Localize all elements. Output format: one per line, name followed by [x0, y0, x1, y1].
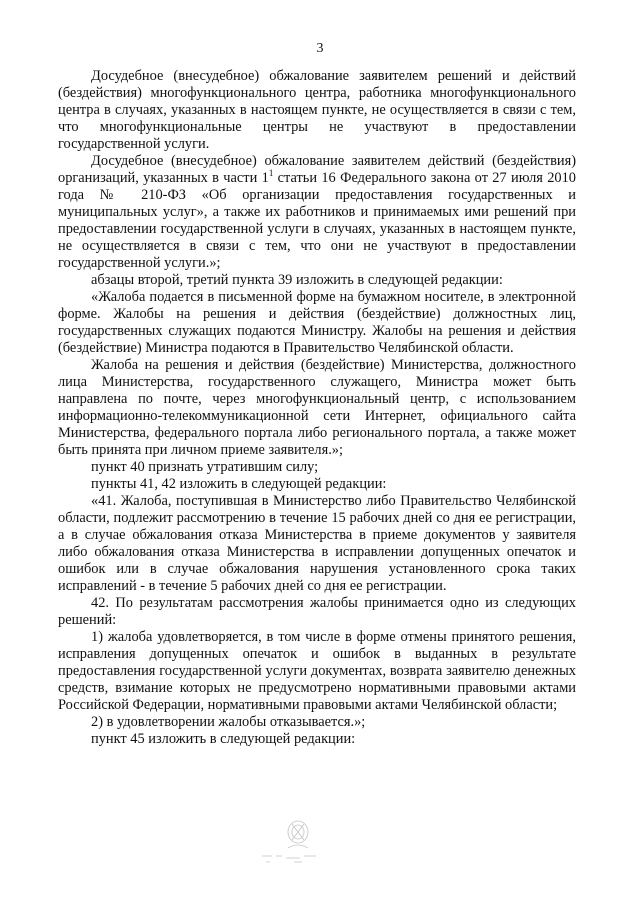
paragraph-9: 42. По результатам рассмотрения жалобы принимается одно из следующих решений: — [58, 595, 576, 628]
paragraph-5: Жалоба на решения и действия (бездействие) Министерства, должностного лица Министерства, государственного служащего, Министра может быть направлена по почте, через многофункциональный центр, с использованием информационно-телекоммуникационной сети Интернет, официального сайта Министерства, федерального портала либо регионального портала, а также может быть принята при личном приеме заявителя.»; — [58, 357, 576, 458]
paragraph-1: Досудебное (внесудебное) обжалование заявителем решений и действий (бездействия) многофункционального центра, работника многофункционального центра в случаях, указанных в настоящем пункте, не осуществляется в связи с тем, что многофункциональные центры не участвуют в предоставлении государственной услуги. — [58, 68, 576, 152]
paragraph-10: 1) жалоба удовлетворяется, в том числе в форме отмены принятого решения, исправления допущенных опечаток и ошибок в выданных в результате предоставления государственной услуги документах, возврата заявителю денежных средств, взимание которых не предусмотрено нормативными правовыми актами Российской Федерации, нормативными правовыми актами Челябинской области; — [58, 629, 576, 713]
paragraph-4: «Жалоба подается в письменной форме на бумажном носителе, в электронной форме. Жалобы на решения и действия (бездействие) должностных лиц, государственных служащих подаются Министру. Жалобы на решения и действия (бездействие) Министра подаются в Правительство Челябинской области. — [58, 289, 576, 356]
paragraph-12: пункт 45 изложить в следующей редакции: — [91, 731, 356, 747]
paragraph-7: пункты 41, 42 изложить в следующей редакции: — [91, 476, 387, 492]
paragraph-3: абзацы второй, третий пункта 39 изложить в следующей редакции: — [91, 272, 503, 288]
faint-stamp-mark — [258, 818, 328, 866]
page-number: 3 — [316, 41, 324, 56]
superscript-index: 1 — [268, 168, 274, 179]
document-body — [58, 68, 576, 748]
paragraph-8: «41. Жалоба, поступившая в Министерство либо Правительство Челябинской области, подлежит рассмотрению в течение 15 рабочих дней со дня ее регистрации, а в случае обжалования отказа Министерства в приеме документов у заявителя либо обжалования отказа Министерства в исправлении допущенных опечаток и ошибок или в случае обжалования нарушения установленного срока таких исправлений - в течение 5 рабочих дней со дня ее регистрации. — [58, 493, 576, 594]
paragraph-6: пункт 40 признать утратившим силу; — [91, 459, 319, 475]
paragraph-2-start: Досудебное (внесудебное) обжалование заявителем действий (бездействия) организаций, указанных в части 1 — [58, 153, 576, 186]
paragraph-2 — [58, 153, 576, 272]
paragraph-11: 2) в удовлетворении жалобы отказывается.»; — [91, 714, 366, 730]
paragraph-2-end: статьи 16 Федерального закона от 27 июля 2010 года № 210-ФЗ «Об организации предоставления государственных и муниципальных услуг», а также их работников и принимаемых ими решений при предоставлении государственной услуги в случаях, указанных в настоящем пункте, не осуществляется в связи с тем, что они не участвуют в предоставлении государственной услуги.»; — [58, 170, 576, 271]
